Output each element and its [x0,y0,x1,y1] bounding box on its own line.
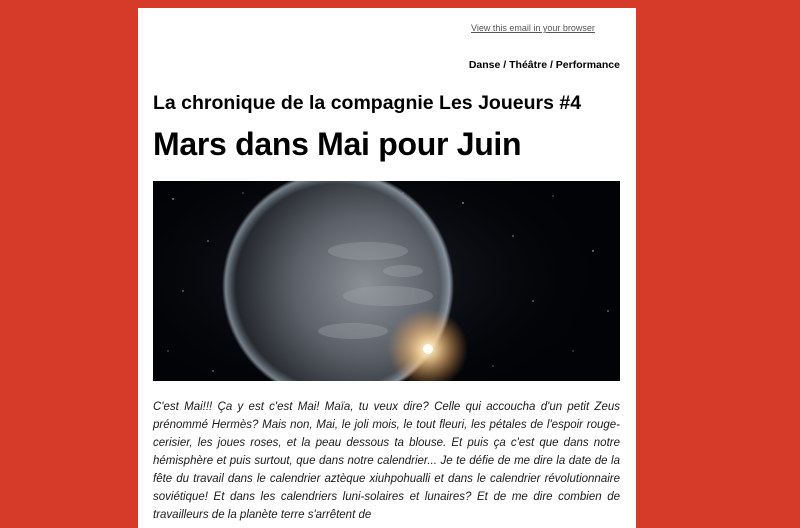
article-title: Mars dans Mai pour Juin [153,126,522,162]
hero-image [153,181,620,381]
email-container [138,8,636,528]
chronicle-subtitle: La chronique de la compagnie Les Joueurs #4 [153,92,582,114]
category-tags: Danse / Théâtre / Performance [468,59,620,71]
view-in-browser-link[interactable]: View this email in your browser [471,23,595,33]
article-body: C'est Mai!!! Ça y est c'est Mai! Maïa, tu veux dire? Celle qui accoucha d'un petit Zeus prénommé Hermès? Mais non, Mai, le joli mois, le tout fleuri, les pétales de l'espoir rouge-cerisier, les joues roses, et la peau dessous ta blouse. Et puis ça c'est que dans notre hémisphère et puis surtout, que dans notre calendrier... Je te défie de me dire la date de la fête du travail dans le calendrier aztèque xiuhpohualli et dans le calendrier révolutionnaire soviétique! Et dans les calendriers luni-solaires et lunaires? Et de me dire combien de travailleurs de la planète terre s'arrêtent de [153,401,620,521]
planet-illustration [153,181,620,381]
